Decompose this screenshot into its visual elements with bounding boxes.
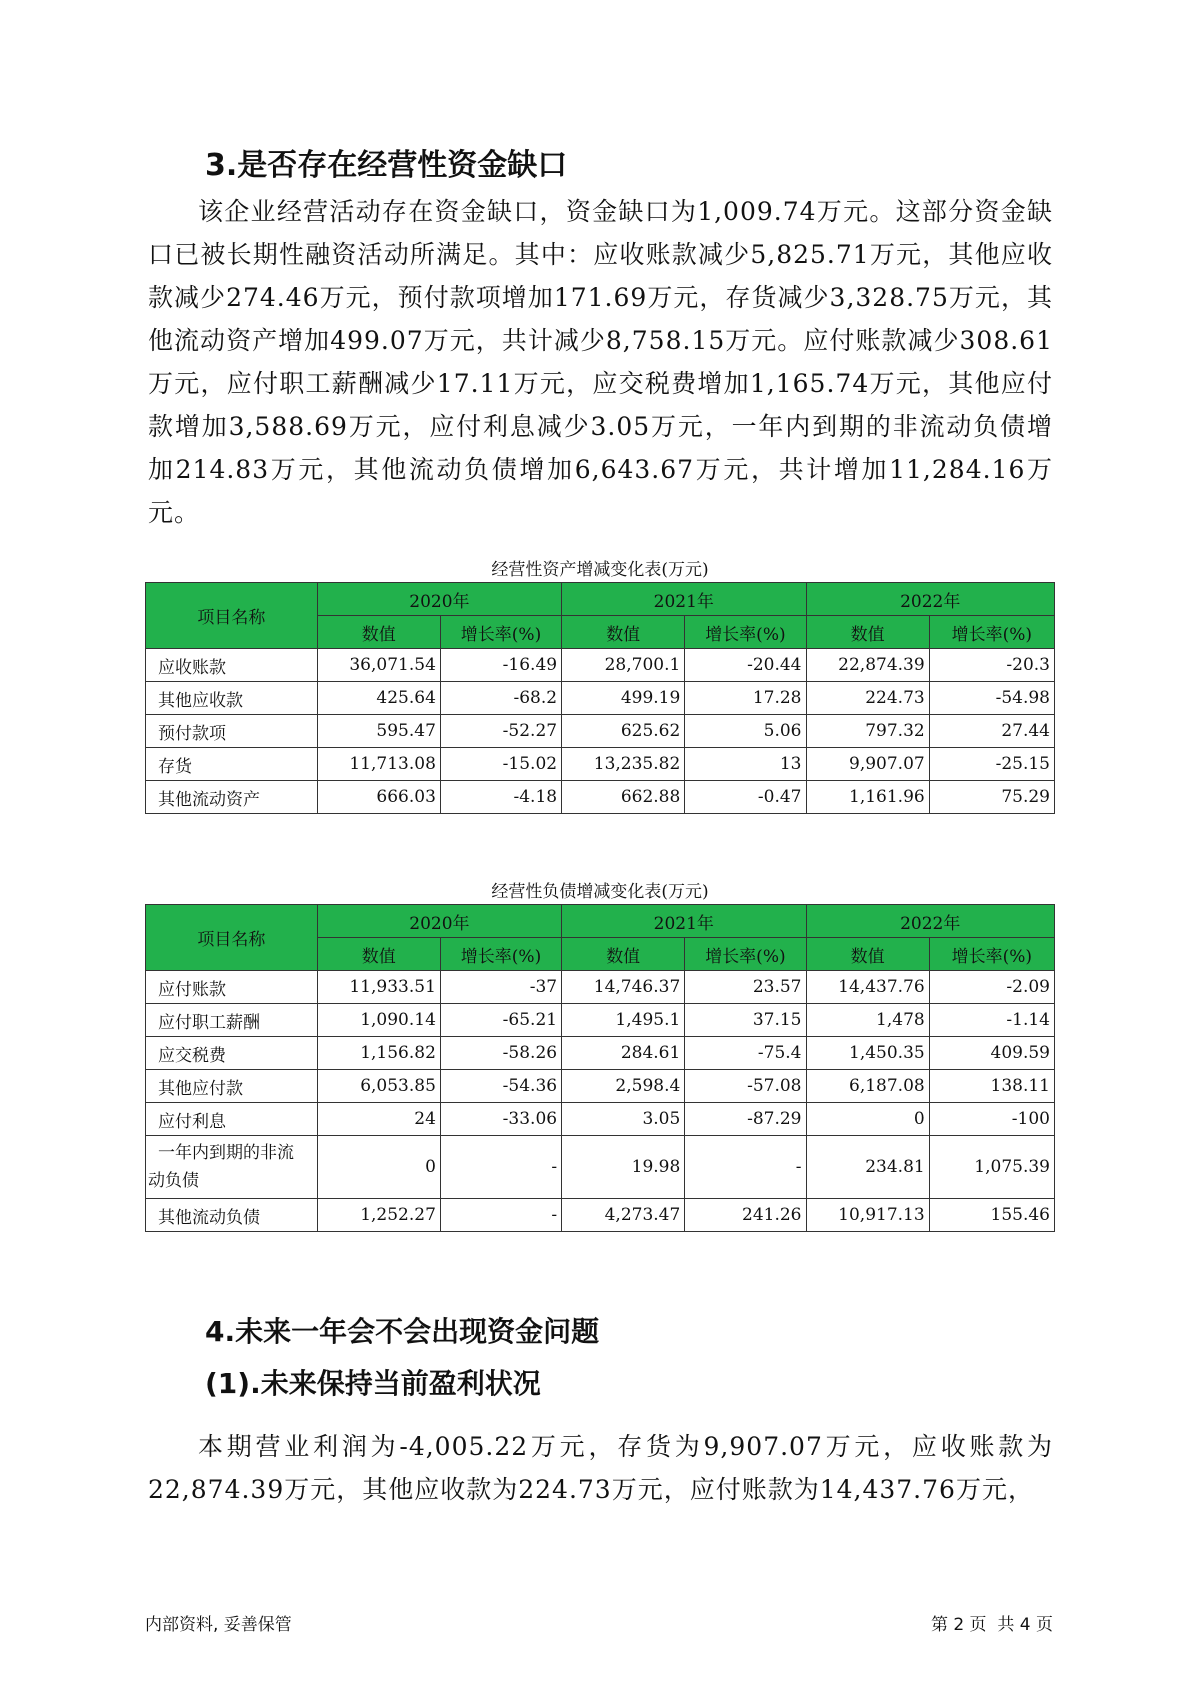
name-header: 项目名称	[146, 583, 318, 649]
growth-header: 增长率(%)	[929, 938, 1054, 971]
cell: 19.98	[562, 1136, 685, 1199]
cell: 6,187.08	[806, 1070, 929, 1103]
table-row	[146, 781, 1055, 814]
row-name: 应收账款	[146, 649, 318, 682]
cell: -16.49	[440, 649, 561, 682]
cell: 1,156.82	[317, 1037, 440, 1070]
row-name: 存货	[146, 748, 318, 781]
section-4-paragraph: 本期营业利润为-4,005.22万元，存货为9,907.07万元，应收账款为22,874.39万元，其他应收款为224.73万元，应付账款为14,437.76万元，	[148, 1432, 1053, 1504]
cell: -52.27	[440, 715, 561, 748]
cell: 37.15	[685, 1004, 806, 1037]
row-name: 预付款项	[146, 715, 318, 748]
cell: 625.62	[562, 715, 685, 748]
cell: 1,090.14	[317, 1004, 440, 1037]
year-header: 2021年	[562, 583, 806, 616]
cell: -25.15	[929, 748, 1054, 781]
cell: -100	[929, 1103, 1054, 1136]
cell: -	[440, 1136, 561, 1199]
cell: 666.03	[317, 781, 440, 814]
row-name	[146, 1136, 318, 1199]
cell: 1,161.96	[806, 781, 929, 814]
cell: -54.36	[440, 1070, 561, 1103]
cell: 3.05	[562, 1103, 685, 1136]
cell: -33.06	[440, 1103, 561, 1136]
cell: 1,252.27	[317, 1199, 440, 1232]
growth-header: 增长率(%)	[685, 938, 806, 971]
cell: 224.73	[806, 682, 929, 715]
cell: 284.61	[562, 1037, 685, 1070]
cell: 17.28	[685, 682, 806, 715]
liability-table-caption: 经营性负债增减变化表(万元)	[491, 882, 709, 902]
cell: 0	[317, 1136, 440, 1199]
cell: 10,917.13	[806, 1199, 929, 1232]
cell: 9,907.07	[806, 748, 929, 781]
cell: 1,495.1	[562, 1004, 685, 1037]
cell: -68.2	[440, 682, 561, 715]
row-name: 其他流动资产	[146, 781, 318, 814]
cell: 0	[806, 1103, 929, 1136]
cell: 409.59	[929, 1037, 1054, 1070]
table-row	[146, 1103, 1055, 1136]
cell: 155.46	[929, 1199, 1054, 1232]
cell: -65.21	[440, 1004, 561, 1037]
cell: 11,933.51	[317, 971, 440, 1004]
section-4-heading: 4.未来一年会不会出现资金问题	[205, 1315, 600, 1348]
cell: -15.02	[440, 748, 561, 781]
cell: 1,450.35	[806, 1037, 929, 1070]
table-row	[146, 682, 1055, 715]
page-number: 第 2 页 共 4 页	[930, 1615, 1053, 1635]
asset-table-caption: 经营性资产增减变化表(万元)	[491, 560, 709, 580]
cell: 797.32	[806, 715, 929, 748]
cell: 1,075.39	[929, 1136, 1054, 1199]
cell: 75.29	[929, 781, 1054, 814]
value-header: 数值	[806, 616, 929, 649]
value-header: 数值	[317, 938, 440, 971]
cell: -20.44	[685, 649, 806, 682]
table-row	[146, 1136, 1055, 1199]
cell: -54.98	[929, 682, 1054, 715]
table-row	[146, 1070, 1055, 1103]
row-name: 应交税费	[146, 1037, 318, 1070]
section-4-subheading: (1).未来保持当前盈利状况	[205, 1367, 541, 1400]
row-name: 其他流动负债	[146, 1199, 318, 1232]
table-row	[146, 1037, 1055, 1070]
cell: -20.3	[929, 649, 1054, 682]
growth-header: 增长率(%)	[685, 616, 806, 649]
cell: -4.18	[440, 781, 561, 814]
cell: 241.26	[685, 1199, 806, 1232]
row-name: 其他应付款	[146, 1070, 318, 1103]
cell: 22,874.39	[806, 649, 929, 682]
row-name: 应付利息	[146, 1103, 318, 1136]
cell: 2,598.4	[562, 1070, 685, 1103]
row-name: 应付职工薪酬	[146, 1004, 318, 1037]
year-header: 2022年	[806, 905, 1055, 938]
table-row	[146, 971, 1055, 1004]
growth-header: 增长率(%)	[440, 616, 561, 649]
liability-table	[145, 904, 1055, 1232]
cell: -2.09	[929, 971, 1054, 1004]
row-name: 其他应收款	[146, 682, 318, 715]
cell: 6,053.85	[317, 1070, 440, 1103]
footer-note: 内部资料, 妥善保管	[145, 1615, 292, 1635]
cell: 14,746.37	[562, 971, 685, 1004]
growth-header: 增长率(%)	[929, 616, 1054, 649]
section-3-heading: 3.是否存在经营性资金缺口	[205, 148, 568, 183]
cell: -1.14	[929, 1004, 1054, 1037]
row-name: 应付账款	[146, 971, 318, 1004]
cell: 11,713.08	[317, 748, 440, 781]
value-header: 数值	[562, 938, 685, 971]
value-header: 数值	[806, 938, 929, 971]
cell: 499.19	[562, 682, 685, 715]
row-name-line: 动负债	[148, 1171, 199, 1191]
cell: 4,273.47	[562, 1199, 685, 1232]
cell: 5.06	[685, 715, 806, 748]
cell: 595.47	[317, 715, 440, 748]
table-row	[146, 1199, 1055, 1232]
cell: 662.88	[562, 781, 685, 814]
cell: 28,700.1	[562, 649, 685, 682]
cell: -37	[440, 971, 561, 1004]
year-header: 2020年	[317, 905, 561, 938]
value-header: 数值	[317, 616, 440, 649]
table-row	[146, 715, 1055, 748]
cell: 27.44	[929, 715, 1054, 748]
row-name-line: 一年内到期的非流	[158, 1143, 294, 1163]
cell: -	[685, 1136, 806, 1199]
cell: 14,437.76	[806, 971, 929, 1004]
section-3-paragraph: 该企业经营活动存在资金缺口，资金缺口为1,009.74万元。这部分资金缺口已被长期性融资活动所满足。其中：应收账款减少5,825.71万元，其他应收款减少274.46万元，预付款项增加171.69万元，存货减少3,328.75万元，其他流动资产增加499.07万元，共计减少8,758.15万元。应付账款减少308.61万元，应付职工薪酬减少17.11万元，应交税费增加1,165.74万元，其他应付款增加3,588.69万元，应付利息减少3.05万元，一年内到期的非流动负债增加214.83万元，其他流动负债增加6,643.67万元，共计增加11,284.16万元。	[148, 197, 1053, 527]
asset-table	[145, 582, 1055, 814]
table-row	[146, 649, 1055, 682]
cell: 24	[317, 1103, 440, 1136]
cell: 13,235.82	[562, 748, 685, 781]
cell: -0.47	[685, 781, 806, 814]
cell: 23.57	[685, 971, 806, 1004]
cell: -58.26	[440, 1037, 561, 1070]
cell: 234.81	[806, 1136, 929, 1199]
cell: 138.11	[929, 1070, 1054, 1103]
table-row	[146, 748, 1055, 781]
cell: -75.4	[685, 1037, 806, 1070]
cell: -57.08	[685, 1070, 806, 1103]
cell: -	[440, 1199, 561, 1232]
year-header: 2020年	[317, 583, 561, 616]
cell: -87.29	[685, 1103, 806, 1136]
year-header: 2021年	[562, 905, 806, 938]
value-header: 数值	[562, 616, 685, 649]
table-row	[146, 1004, 1055, 1037]
cell: 425.64	[317, 682, 440, 715]
growth-header: 增长率(%)	[440, 938, 561, 971]
year-header: 2022年	[806, 583, 1055, 616]
name-header: 项目名称	[146, 905, 318, 971]
cell: 13	[685, 748, 806, 781]
cell: 36,071.54	[317, 649, 440, 682]
cell: 1,478	[806, 1004, 929, 1037]
